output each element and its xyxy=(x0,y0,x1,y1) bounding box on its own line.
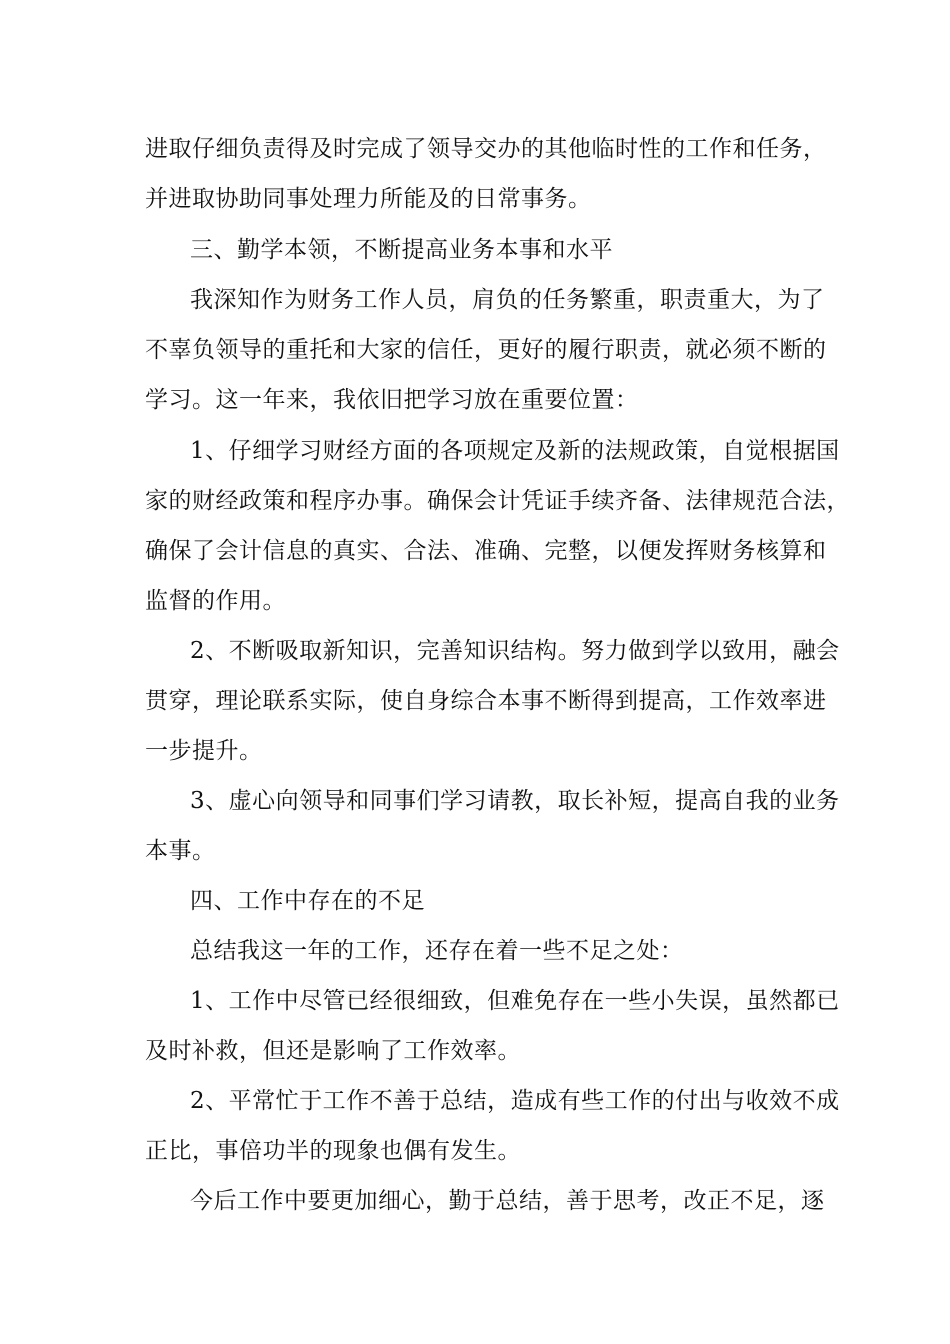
body-text-line: 我深知作为财务工作人员，肩负的任务繁重，职责重大，为了 xyxy=(190,287,825,313)
list-item-line: 1、仔细学习财经方面的各项规定及新的法规政策，自觉根据国 xyxy=(190,438,840,464)
list-item-line: 3、虚心向领导和同事们学习请教，取长补短，提高自我的业务 xyxy=(190,788,840,814)
body-text-line: 贯穿，理论联系实际，使自身综合本事不断得到提高，工作效率进 xyxy=(145,688,827,714)
body-text-line: 确保了会计信息的真实、合法、准确、完整，以便发挥财务核算和 xyxy=(145,538,827,564)
body-text-line: 正比，事倍功半的现象也偶有发生。 xyxy=(145,1138,521,1164)
body-text-line: 家的财经政策和程序办事。确保会计凭证手续齐备、法律规范合法， xyxy=(145,488,850,514)
body-text-line: 学习。这一年来，我依旧把学习放在重要位置： xyxy=(145,387,639,413)
list-item-line: 2、不断吸取新知识，完善知识结构。努力做到学以致用，融会 xyxy=(190,638,840,664)
body-text-line: 进取仔细负责得及时完成了领导交办的其他临时性的工作和任务， xyxy=(145,136,827,162)
body-text-line: 本事。 xyxy=(145,838,216,864)
body-text-line: 并进取协助同事处理力所能及的日常事务。 xyxy=(145,186,592,212)
body-text-line: 今后工作中要更加细心，勤于总结，善于思考，改正不足，逐 xyxy=(190,1188,825,1214)
body-text-line: 不辜负领导的重托和大家的信任，更好的履行职责，就必须不断的 xyxy=(145,337,827,363)
body-text-line: 监督的作用。 xyxy=(145,588,286,614)
section-heading: 三、勤学本领，不断提高业务本事和水平 xyxy=(190,237,613,263)
section-heading: 四、工作中存在的不足 xyxy=(190,888,425,914)
list-item-line: 2、平常忙于工作不善于总结，造成有些工作的付出与收效不成 xyxy=(190,1088,840,1114)
body-text-line: 一步提升。 xyxy=(145,738,263,764)
body-text-line: 总结我这一年的工作，还存在着一些不足之处： xyxy=(190,938,684,964)
list-item-line: 1、工作中尽管已经很细致，但难免存在一些小失误，虽然都已 xyxy=(190,988,840,1014)
body-text-line: 及时补救，但还是影响了工作效率。 xyxy=(145,1038,521,1064)
